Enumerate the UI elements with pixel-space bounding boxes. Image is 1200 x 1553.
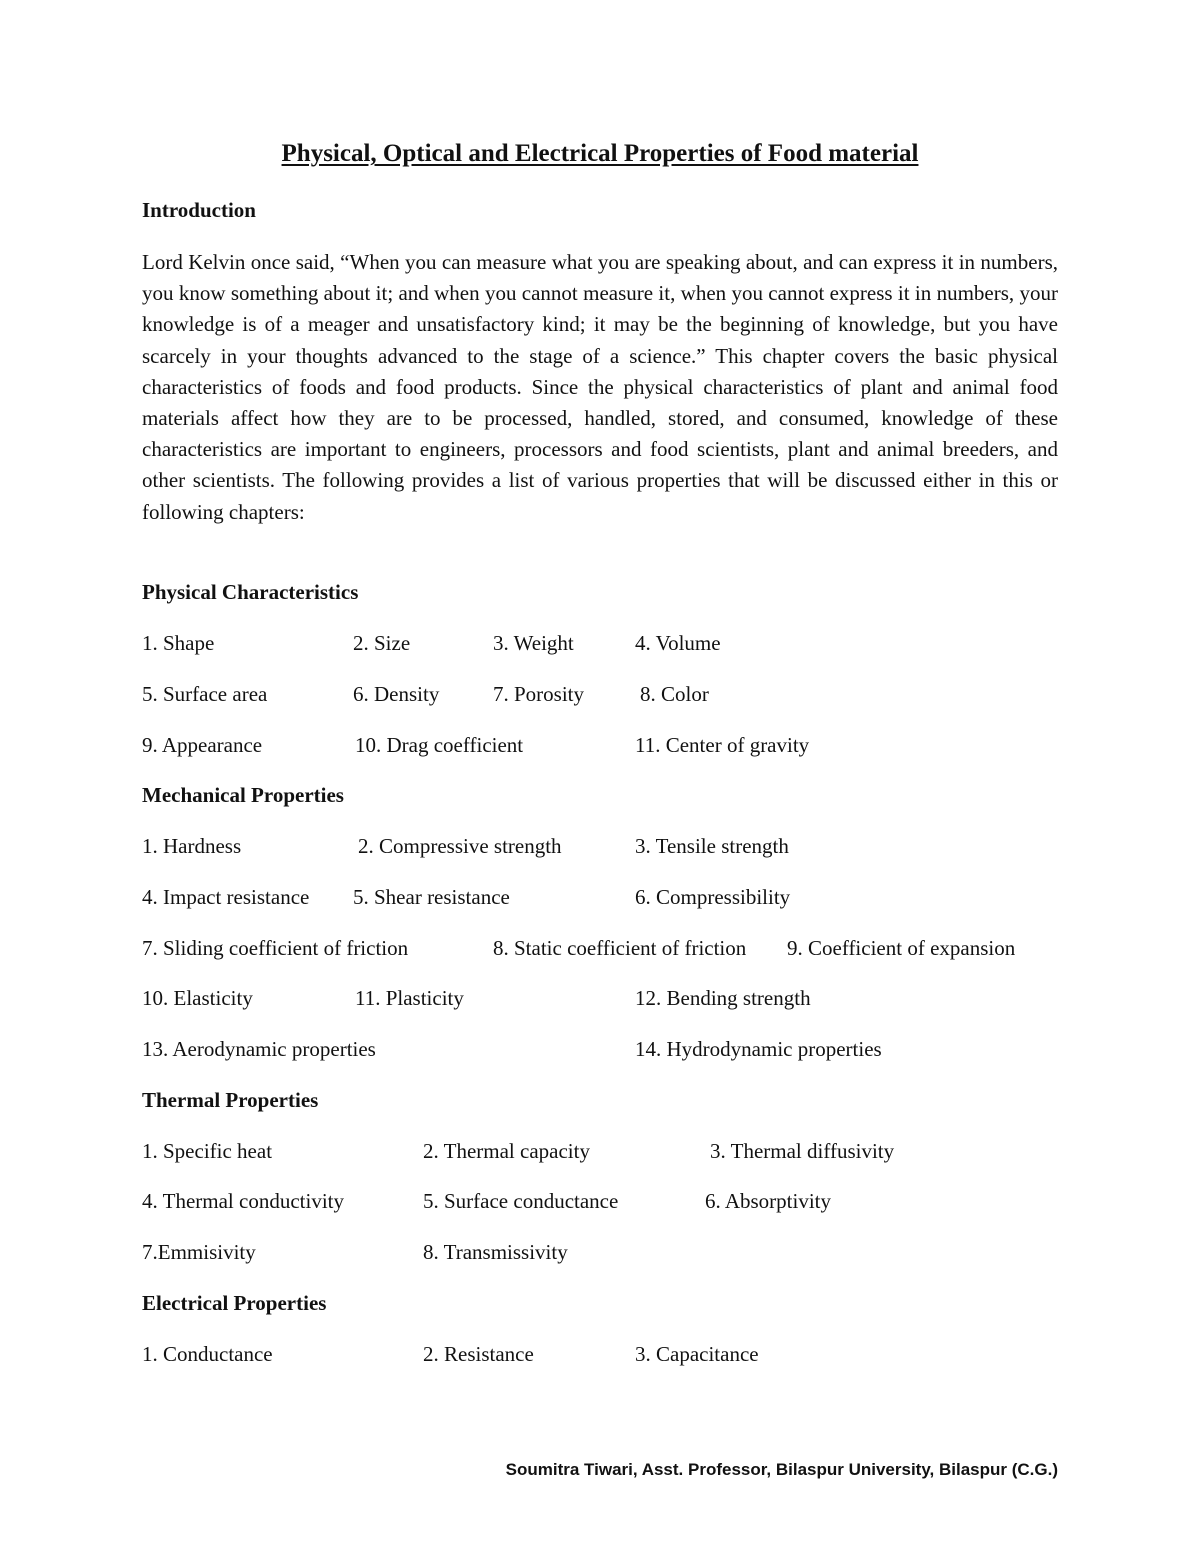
mechanical-item: 12. Bending strength [635, 986, 811, 1010]
mechanical-item: 3. Tensile strength [635, 834, 789, 858]
thermal-item: 7.Emmisivity [142, 1240, 256, 1264]
introduction-text: Lord Kelvin once said, “When you can measure what you are speaking about, and can express it in numbers, you know something about it; and when you cannot measure it, when you cannot express it in numbers, your knowledge is of a meager and unsatisfactory kind; it may be the beginning of knowledge, but you have scarcely in your thoughts advanced to the stage of a science.” This chapter covers the basic physical characteristics of foods and food products. Since the physical characteristics of plant and animal food materials affect how they are to be processed, handled, stored, and consumed, knowledge of these characteristics are important to engineers, processors and food scientists, plant and animal breeders, and other scientists. The following provides a list of various properties that will be discussed either in this or following chapters: [142, 250, 1058, 524]
thermal-item: 8. Transmissivity [423, 1240, 568, 1264]
electrical-item: 3. Capacitance [635, 1342, 759, 1366]
thermal-item: 5. Surface conductance [423, 1189, 619, 1213]
physical-item: 7. Porosity [493, 682, 585, 706]
mechanical-item: 14. Hydrodynamic properties [635, 1037, 882, 1061]
physical-item: 9. Appearance [142, 733, 263, 757]
mechanical-item: 7. Sliding coefficient of friction [142, 936, 409, 960]
physical-item: 1. Shape [142, 631, 215, 655]
physical-item: 2. Size [353, 631, 411, 655]
mechanical-item: 1. Hardness [142, 834, 242, 858]
mechanical-item: 9. Coefficient of expansion [787, 936, 1016, 960]
mechanical-item: 5. Shear resistance [353, 885, 510, 909]
thermal-item: 6. Absorptivity [705, 1189, 832, 1213]
electrical-item: 1. Conductance [142, 1342, 273, 1366]
mechanical-item: 11. Plasticity [355, 986, 464, 1010]
mechanical-item: 8. Static coefficient of friction [493, 936, 747, 960]
mechanical-item: 13. Aerodynamic properties [142, 1037, 376, 1061]
introduction-heading: Introduction [142, 198, 256, 222]
physical-item: 3. Weight [493, 631, 574, 655]
electrical-properties-heading: Electrical Properties [142, 1291, 327, 1315]
mechanical-item: 10. Elasticity [142, 986, 253, 1010]
physical-item: 10. Drag coefficient [355, 733, 524, 757]
mechanical-item: 2. Compressive strength [358, 834, 562, 858]
physical-item: 6. Density [353, 682, 440, 706]
physical-item: 4. Volume [635, 631, 721, 655]
electrical-item: 2. Resistance [423, 1342, 534, 1366]
physical-item: 11. Center of gravity [635, 733, 810, 757]
physical-item: 5. Surface area [142, 682, 268, 706]
document-title: Physical, Optical and Electrical Properties of Food material [281, 140, 919, 167]
thermal-properties-heading: Thermal Properties [142, 1088, 319, 1112]
thermal-item: 2. Thermal capacity [423, 1139, 590, 1163]
thermal-item: 1. Specific heat [142, 1139, 273, 1163]
page-footer: Soumitra Tiwari, Asst. Professor, Bilaspur University, Bilaspur (C.G.) [505, 1460, 1058, 1479]
physical-characteristics-heading: Physical Characteristics [142, 580, 359, 604]
introduction-paragraph [142, 247, 1058, 528]
thermal-item: 4. Thermal conductivity [142, 1189, 344, 1213]
mechanical-item: 4. Impact resistance [142, 885, 310, 909]
mechanical-properties-heading: Mechanical Properties [142, 783, 344, 807]
physical-item: 8. Color [640, 682, 709, 706]
thermal-item: 3. Thermal diffusivity [710, 1139, 895, 1163]
mechanical-item: 6. Compressibility [635, 885, 791, 909]
